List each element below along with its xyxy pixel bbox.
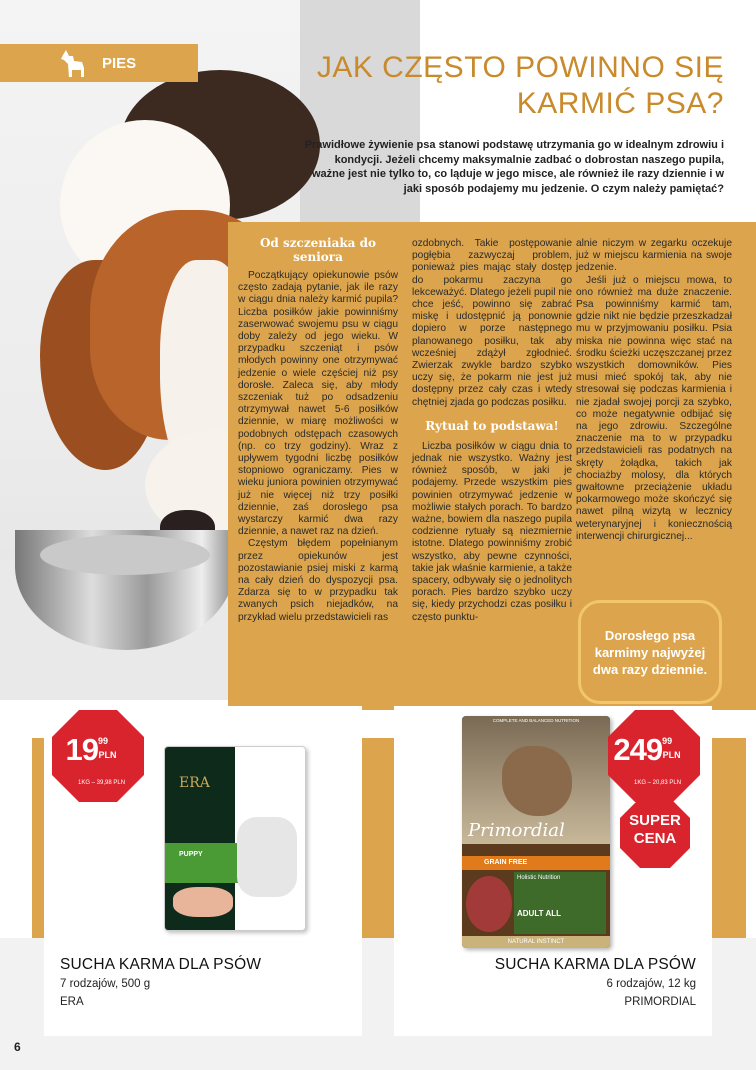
package-panel-title: Holistic Nutrition bbox=[517, 875, 561, 881]
product-card-era[interactable] bbox=[44, 706, 362, 1036]
product-brand: PRIMORDIAL bbox=[624, 996, 696, 1008]
price bbox=[52, 732, 144, 768]
paragraph: alnie niczym w zegarku oczekuje już w miejscu karmienia na swoje jedzenie. bbox=[576, 238, 732, 274]
price-cents: 99 bbox=[662, 736, 673, 746]
package-top: COMPLETE AND BALANCED NUTRITION bbox=[492, 718, 580, 723]
package-footer: NATURAL INSTINCT bbox=[462, 936, 610, 948]
price-main: 249 bbox=[613, 732, 663, 767]
package-food-image bbox=[466, 876, 512, 932]
title-line-1: JAK CZĘSTO POWINNO SIĘ bbox=[316, 51, 724, 84]
package-green-band bbox=[165, 843, 241, 883]
price-badge bbox=[608, 710, 700, 802]
cena-label: CENA bbox=[633, 830, 677, 847]
page-number: 6 bbox=[14, 1040, 21, 1054]
food-bowl-rim bbox=[40, 535, 210, 575]
paragraph: ozdobnych. Takie postępowanie pogłębia zazwyczaj problem, ponieważ pies mając stały dostęp do pokarmu zaczyna go lekceważyć. Dlatego jeżeli pupil nie chce jeść, powinno się zabrać miskę i udostępnić ją ponownie dopiero w porze następnego planowanego posiłku, tak aby wcześniej zdążył zgłodnieć. Zwierzak zwykle bardzo szybko uczy się, że pokarm nie jest już dostępny przez cały czas i wtedy chętniej zjada go podczas posiłku. bbox=[412, 238, 572, 408]
article-column-2 bbox=[412, 238, 572, 624]
heading-puppy-senior: Od szczeniaka do seniora bbox=[259, 236, 377, 264]
package-brand: Primordial bbox=[468, 820, 565, 841]
price-currency: PLN bbox=[662, 750, 681, 760]
intro-text: Prawidłowe żywienie psa stanowi podstawę utrzymania go w idealnym zdrowiu i kondycji. Jeżeli chcemy maksymalnie zadbać o dobrostan naszego pupila, ważne jest nie tylko to, co ląduje w jego misce, ale również ile razy dziennie i w jaki sposób podajemy mu jedzenie. O czym należy pamiętać? bbox=[304, 139, 724, 195]
package-brand: ERA bbox=[179, 775, 210, 791]
package-sub: PUPPY bbox=[179, 851, 203, 858]
dog-icon bbox=[60, 48, 88, 78]
section-tab bbox=[0, 44, 198, 82]
article-column-1 bbox=[238, 236, 398, 624]
product-variant: 7 rodzajów, 500 g bbox=[60, 978, 151, 990]
price-cents: 99 bbox=[98, 736, 109, 746]
super-price-text bbox=[620, 812, 690, 848]
price-currency: PLN bbox=[98, 750, 117, 760]
unit-price: 1KG – 20,83 PLN bbox=[634, 780, 682, 786]
page-title bbox=[284, 50, 724, 122]
package-adult: ADULT ALL bbox=[517, 909, 561, 918]
paragraph: Częstym błędem popełnianym przez opiekunów jest pozostawianie psiej miski z karmą na cały dzień do dyspozycji psa. Zdarza się to w przypadku tak zwanych psich niejadków, na przykład wielu przedstawicieli ras bbox=[238, 538, 398, 623]
unit-price: 1KG – 39,98 PLN bbox=[78, 780, 126, 786]
product-title: SUCHA KARMA DLA PSÓW bbox=[60, 956, 262, 973]
super-price-badge bbox=[620, 798, 690, 868]
article-column-3 bbox=[576, 238, 732, 543]
paragraph: Jeśli już o miejscu mowa, to ono również ma duże znaczenie. Psa powinniśmy karmić tam, gdzie nikt nie będzie przeszkadzał mu w przyjmowaniu posiłku. Psia miska nie powinna więc stać na środku ścieżki uczęszczanej przez wszystkich domowników. Pies musi mieć spokój tak, aby nie stresował się podczas karmienia i nie zjadał swojej porcji za szybko, co może negatywnie odbijać się na jego zdrowiu. Szczególne znaczenie ma to w przypadku przedstawicieli ras podatnych na skręty żołądka, takich jak chociażby molosy, dla których gwałtowne przeciążenie układu pokarmowego może skończyć się nawet pilną wizytą w lecznicy weterynaryjnej i koniecznością interwencji chirurgicznej... bbox=[576, 274, 732, 542]
product-package-era bbox=[164, 746, 306, 931]
section-label: PIES bbox=[102, 54, 137, 72]
super-label: SUPER bbox=[629, 812, 681, 829]
paragraph: Początkujący opiekunowie psów często zadają pytanie, jak ile razy w ciągu dnia należy karmić pupila? Liczba posiłków jakie powinniśmy zaserwować swojemu psu w ciągu doby zależy od jego wieku. W przypadku szczeniąt i psów młodych powinny one otrzymywać jedzenie o wiele częściej niż psy dorosłe. Zaleca się, aby młody szczeniak tuż po odsadzeniu otrzymywał nawet 5-6 posiłków dziennie, w miarę możliwości w podobnych odstępach czasowych (np. co trzy godziny). Wraz z upływem tygodni liczbę posiłków stopniowo ograniczamy. Pies w wieku juniora powinien otrzymywać już nie więcej niż trzy posiłki dziennie, zaś dorosłego psa wystarczy karmić dwa razy dziennie, a nawet raz na dzień. bbox=[238, 270, 398, 538]
price-badge bbox=[52, 710, 144, 802]
pull-quote: Dorosłego psa karmimy najwyżej dwa razy dziennie. bbox=[578, 600, 722, 704]
price-main: 19 bbox=[65, 732, 98, 767]
heading-ritual: Rytuał to podstawa! bbox=[425, 418, 559, 433]
title-line-2: KARMIĆ PSA? bbox=[516, 87, 724, 120]
paragraph: Liczba posiłków w ciągu dnia to jednak nie wszystko. Ważny jest również sposób, w jaki je podajemy. Przede wszystkim pies powinien otrzymywać jedzenie w możliwie stałych porach. To bardzo ważne, bowiem dla naszego pupila codzienne rytuały są niezmiernie istotne. Dlatego powinniśmy zrobić wszystko, aby pewne czynności, takie jak właśnie karmienie, a także spacery, odbywały się o jednolitych porach. Pies bardzo szybko uczy się, kiedy przychodzi czas posiłku i często punktu- bbox=[412, 440, 572, 623]
product-package-primordial bbox=[462, 716, 610, 948]
product-brand: ERA bbox=[60, 996, 84, 1008]
package-dog-image bbox=[237, 817, 297, 897]
price bbox=[608, 732, 700, 768]
product-card-primordial[interactable] bbox=[394, 706, 712, 1036]
package-wolf-image bbox=[502, 746, 572, 816]
package-panel bbox=[514, 872, 606, 934]
product-title: SUCHA KARMA DLA PSÓW bbox=[494, 956, 696, 973]
package-grain-free: GRAIN FREE bbox=[462, 856, 610, 870]
package-meat-image bbox=[173, 887, 233, 917]
product-variant: 6 rodzajów, 12 kg bbox=[606, 978, 696, 990]
